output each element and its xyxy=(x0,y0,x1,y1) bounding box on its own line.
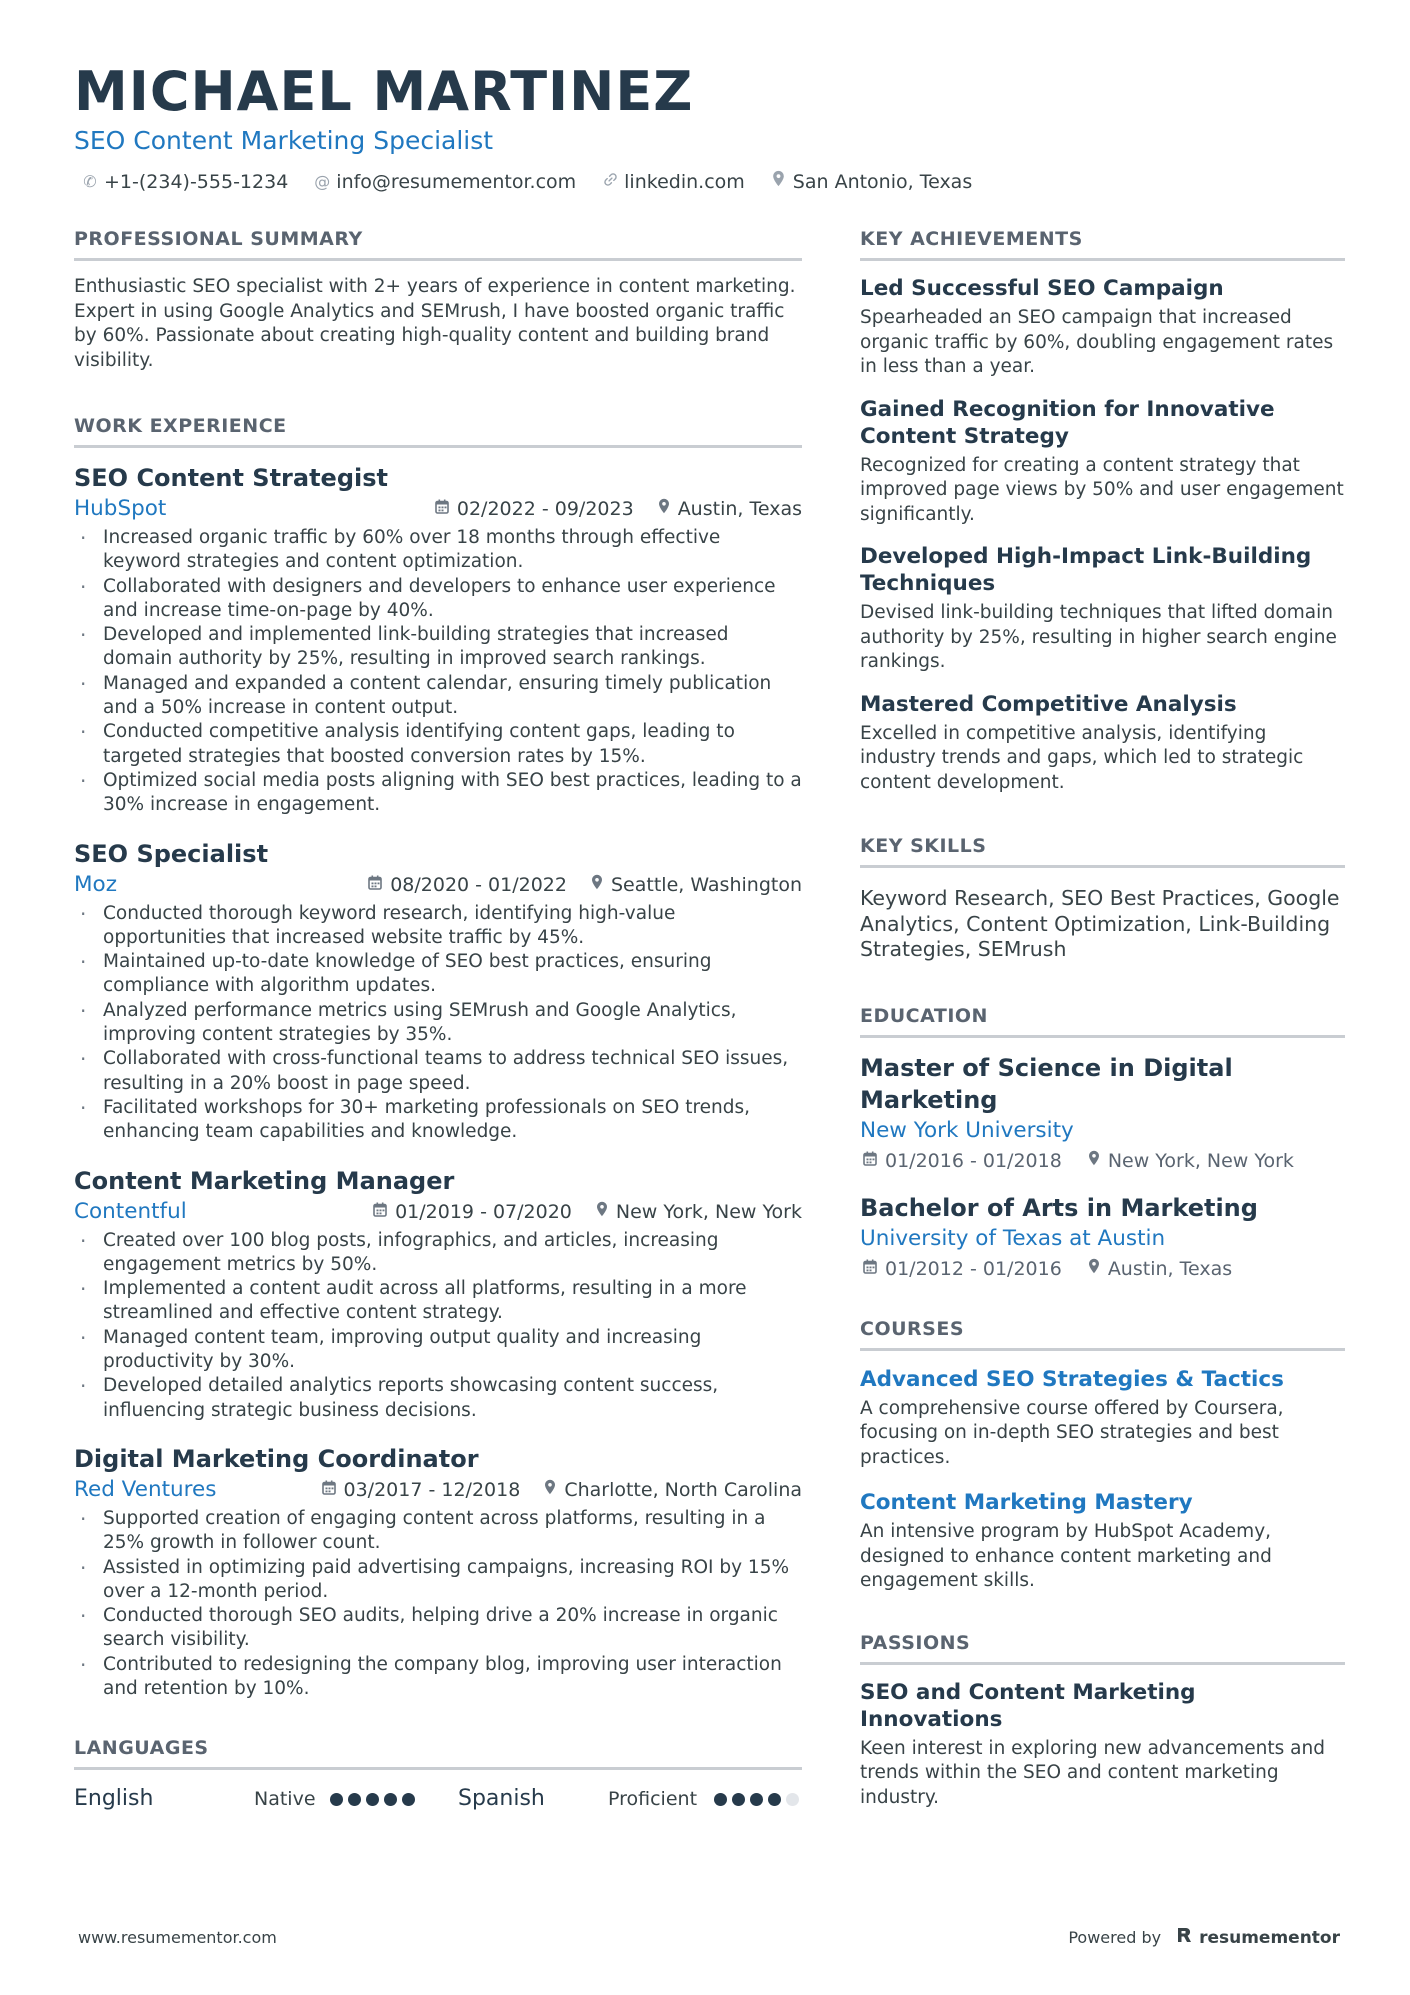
achievement-title: Led Successful SEO Campaign xyxy=(860,276,1224,301)
education-section xyxy=(860,1003,1345,1284)
candidate-title: SEO Content Marketing Specialist xyxy=(74,126,494,155)
rating-dot-filled xyxy=(384,1793,397,1806)
summary-section xyxy=(74,226,802,373)
calendar-icon xyxy=(368,870,382,900)
link-icon xyxy=(602,168,618,196)
education-degree: Bachelor of Arts in Marketing xyxy=(860,1193,1258,1222)
powered-by-label: Powered by xyxy=(1068,1928,1162,1947)
education-location: New York, New York xyxy=(1107,1149,1294,1172)
location-pin-icon xyxy=(771,168,787,196)
job-location: New York, New York xyxy=(615,1200,802,1223)
language-rating xyxy=(714,1793,799,1806)
languages-heading: LANGUAGES xyxy=(74,1735,802,1770)
calendar-icon xyxy=(435,494,449,524)
calendar-icon xyxy=(863,1146,877,1176)
education-meta xyxy=(860,1146,1345,1176)
contact-linkedin[interactable] xyxy=(602,168,745,196)
achievement-item xyxy=(860,396,1345,528)
location-pin-icon xyxy=(1088,1254,1100,1284)
rating-dot-filled xyxy=(714,1793,727,1806)
passions-section xyxy=(860,1630,1345,1811)
language-item xyxy=(458,1784,802,1814)
job-meta xyxy=(74,1197,802,1227)
job-bullet: · Conducted thorough SEO audits, helping drive a 20% increase in organic search visibility. xyxy=(74,1604,802,1653)
language-level: Proficient xyxy=(608,1788,698,1811)
job-title: Content Marketing Manager xyxy=(74,1166,455,1195)
job-title: SEO Content Strategist xyxy=(74,464,388,492)
job-entry xyxy=(74,462,802,818)
powered-by xyxy=(1068,1926,1340,1949)
summary-text: Enthusiastic SEO specialist with 2+ years of experience in content marketing. Expert in using Google Analytics and SEMrush, I have boosted organic traffic by 60%. Passionate about creating high-quality content and building brand visibility. xyxy=(74,276,796,371)
brand-name: resumementor xyxy=(1199,1927,1340,1948)
rating-dot-filled xyxy=(366,1793,379,1806)
job-dates: 02/2022 - 09/2023 xyxy=(456,498,634,520)
education-school: University of Texas at Austin xyxy=(860,1225,1166,1251)
job-bullet: · Optimized social media posts aligning with SEO best practices, leading to a 30% increase in engagement. xyxy=(74,769,802,818)
job-bullet: · Conducted thorough keyword research, identifying high-value opportunities that increased website traffic by 45%. xyxy=(74,902,802,951)
experience-heading: WORK EXPERIENCE xyxy=(74,413,802,448)
passions-heading: PASSIONS xyxy=(860,1630,1345,1665)
page-footer xyxy=(78,1926,1340,1949)
job-bullet: · Developed detailed analytics reports showcasing content success, influencing strategic business decisions. xyxy=(74,1374,802,1423)
rating-dot-empty xyxy=(786,1793,799,1806)
job-title: Digital Marketing Coordinator xyxy=(74,1444,479,1473)
contact-phone-text: +1-(234)-555-1234 xyxy=(104,171,289,193)
brand-logo[interactable] xyxy=(1175,1926,1340,1949)
job-location: Charlotte, North Carolina xyxy=(564,1478,802,1501)
job-bullet: · Increased organic traffic by 60% over 18 months through effective keyword strategies and content optimization. xyxy=(74,526,802,575)
job-bullets xyxy=(74,902,802,1145)
rating-dot-filled xyxy=(768,1793,781,1806)
job-bullet: · Conducted competitive analysis identifying content gaps, leading to targeted strategies that boosted conversion rates by 15%. xyxy=(74,720,802,769)
rating-dot-filled xyxy=(750,1793,763,1806)
location-pin-icon xyxy=(658,494,670,524)
job-meta xyxy=(74,1475,802,1505)
contact-location-text: San Antonio, Texas xyxy=(792,171,973,193)
achievement-title: Mastered Competitive Analysis xyxy=(860,691,1237,717)
calendar-icon xyxy=(322,1475,336,1505)
job-location: Seattle, Washington xyxy=(611,873,802,896)
left-column xyxy=(74,226,802,1854)
job-company: HubSpot xyxy=(74,496,167,521)
course-item xyxy=(860,1488,1345,1594)
achievement-text: Excelled in competitive analysis, identifying industry trends and gaps, which led to strategic content development. xyxy=(860,722,1304,793)
contact-email-text: info@resumementor.com xyxy=(336,171,577,193)
resume-header xyxy=(74,58,1344,196)
course-text: An intensive program by HubSpot Academy, designed to enhance content marketing and engagement skills. xyxy=(860,1521,1272,1591)
rating-dot-filled xyxy=(348,1793,361,1806)
achievements-heading: KEY ACHIEVEMENTS xyxy=(860,226,1345,261)
skills-heading: KEY SKILLS xyxy=(860,833,1345,868)
job-bullets xyxy=(74,1229,802,1423)
language-level: Native xyxy=(254,1788,316,1811)
job-company: Red Ventures xyxy=(74,1476,217,1502)
rating-dot-filled xyxy=(732,1793,745,1806)
education-dates: 01/2012 - 01/2016 xyxy=(885,1257,1062,1280)
education-item xyxy=(860,1052,1345,1176)
achievements-section xyxy=(860,226,1345,795)
location-pin-icon xyxy=(544,1475,556,1505)
job-bullet: · Implemented a content audit across all platforms, resulting in a more streamlined and effective content strategy. xyxy=(74,1277,802,1326)
job-meta xyxy=(74,870,802,900)
contact-location xyxy=(771,168,972,196)
job-bullet: · Maintained up-to-date knowledge of SEO best practices, ensuring compliance with algorithm updates. xyxy=(74,950,802,999)
job-bullet: · Created over 100 blog posts, infographics, and articles, increasing engagement metrics by 50%. xyxy=(74,1229,802,1278)
job-dates: 03/2017 - 12/2018 xyxy=(343,1478,521,1501)
job-bullet: · Collaborated with cross-functional teams to address technical SEO issues, resulting in a 20% boost in page speed. xyxy=(74,1047,802,1096)
calendar-icon xyxy=(373,1197,387,1227)
skills-section xyxy=(860,833,1345,963)
courses-heading: COURSES xyxy=(860,1316,1345,1351)
course-text: A comprehensive course offered by Coursera, focusing on in-depth SEO strategies and best practices. xyxy=(860,1397,1284,1468)
job-bullet: · Developed and implemented link-building strategies that increased domain authority by 25%, resulting in improved search rankings. xyxy=(74,623,802,672)
job-bullet: · Managed content team, improving output quality and increasing productivity by 30%. xyxy=(74,1326,802,1375)
language-name: Spanish xyxy=(458,1786,545,1812)
education-school: New York University xyxy=(860,1117,1074,1143)
job-bullet: · Assisted in optimizing paid advertising campaigns, increasing ROI by 15% over a 12-month period. xyxy=(74,1556,802,1605)
job-location: Austin, Texas xyxy=(677,498,802,520)
contact-list xyxy=(74,168,1344,196)
language-rating xyxy=(330,1793,415,1806)
job-entry xyxy=(74,838,802,1145)
education-location: Austin, Texas xyxy=(1107,1257,1233,1280)
passion-text: Keen interest in exploring new advancements and trends within the SEO and content marketing industry. xyxy=(860,1737,1325,1808)
language-name: English xyxy=(74,1786,154,1812)
job-title: SEO Specialist xyxy=(74,839,269,868)
job-bullets xyxy=(74,1507,802,1701)
summary-heading: PROFESSIONAL SUMMARY xyxy=(74,226,802,261)
job-bullets xyxy=(74,526,802,818)
skills-text: Keyword Research, SEO Best Practices, Google Analytics, Content Optimization, Link-Building Strategies, SEMrush xyxy=(860,886,1340,961)
right-column xyxy=(860,226,1345,1850)
at-icon: @ xyxy=(314,172,331,191)
course-title: Advanced SEO Strategies & Tactics xyxy=(860,1366,1284,1392)
contact-email[interactable] xyxy=(314,168,576,196)
achievement-text: Devised link-building techniques that lifted domain authority by 25%, resulting in higher search engine rankings. xyxy=(860,602,1337,672)
achievement-title: Developed High-Impact Link-Building Techniques xyxy=(860,544,1312,596)
rating-dot-filled xyxy=(402,1793,415,1806)
job-dates: 01/2019 - 07/2020 xyxy=(395,1200,572,1223)
education-heading: EDUCATION xyxy=(860,1003,1345,1038)
job-bullet: · Facilitated workshops for 30+ marketing professionals on SEO trends, enhancing team capabilities and knowledge. xyxy=(74,1096,802,1145)
experience-section xyxy=(74,413,802,1701)
passion-item xyxy=(860,1679,1345,1811)
achievement-item xyxy=(860,543,1345,675)
location-pin-icon xyxy=(596,1197,608,1227)
achievement-item xyxy=(860,691,1345,796)
education-meta xyxy=(860,1254,1345,1284)
job-dates: 08/2020 - 01/2022 xyxy=(390,873,567,896)
job-bullet: · Supported creation of engaging content across platforms, resulting in a 25% growth in follower count. xyxy=(74,1507,802,1556)
courses-section xyxy=(860,1316,1345,1594)
achievement-text: Recognized for creating a content strategy that improved page views by 50% and user engagement significantly. xyxy=(860,454,1344,525)
education-degree: Master of Science in Digital Marketing xyxy=(860,1053,1233,1114)
contact-phone[interactable] xyxy=(82,168,288,196)
job-entry xyxy=(74,1165,802,1423)
education-dates: 01/2016 - 01/2018 xyxy=(885,1149,1062,1172)
footer-website-link[interactable]: www.resumementor.com xyxy=(78,1928,277,1947)
job-company: Moz xyxy=(74,871,117,897)
languages-section xyxy=(74,1735,802,1814)
contact-linkedin-text: linkedin.com xyxy=(624,171,745,193)
location-pin-icon xyxy=(1088,1146,1100,1176)
job-entry xyxy=(74,1443,802,1701)
course-item xyxy=(860,1365,1345,1471)
job-bullet: · Managed and expanded a content calendar, ensuring timely publication and a 50% increase in content output. xyxy=(74,672,802,721)
job-meta xyxy=(74,494,802,524)
rating-dot-filled xyxy=(330,1793,343,1806)
job-bullet: · Contributed to redesigning the company blog, improving user interaction and retention by 10%. xyxy=(74,1653,802,1702)
achievement-title: Gained Recognition for Innovative Content Strategy xyxy=(860,396,1275,449)
job-bullet: · Collaborated with designers and developers to enhance user experience and increase time-on-page by 40%. xyxy=(74,575,802,624)
education-item xyxy=(860,1192,1345,1284)
location-pin-icon xyxy=(591,870,603,900)
candidate-name: MICHAEL MARTINEZ xyxy=(74,60,694,123)
phone-icon: ✆ xyxy=(83,172,97,191)
resumementor-logo-icon xyxy=(1175,1926,1193,1949)
job-company: Contentful xyxy=(74,1198,187,1224)
achievement-item xyxy=(860,275,1345,380)
language-item xyxy=(74,1784,458,1814)
languages-row xyxy=(74,1784,802,1814)
course-title: Content Marketing Mastery xyxy=(860,1490,1193,1515)
achievement-text: Spearheaded an SEO campaign that increased organic traffic by 60%, doubling engagement rates in less than a year. xyxy=(860,307,1334,377)
job-bullet: · Analyzed performance metrics using SEMrush and Google Analytics, improving content strategies by 35%. xyxy=(74,999,802,1048)
calendar-icon xyxy=(863,1254,877,1284)
passion-title: SEO and Content Marketing Innovations xyxy=(860,1679,1196,1732)
